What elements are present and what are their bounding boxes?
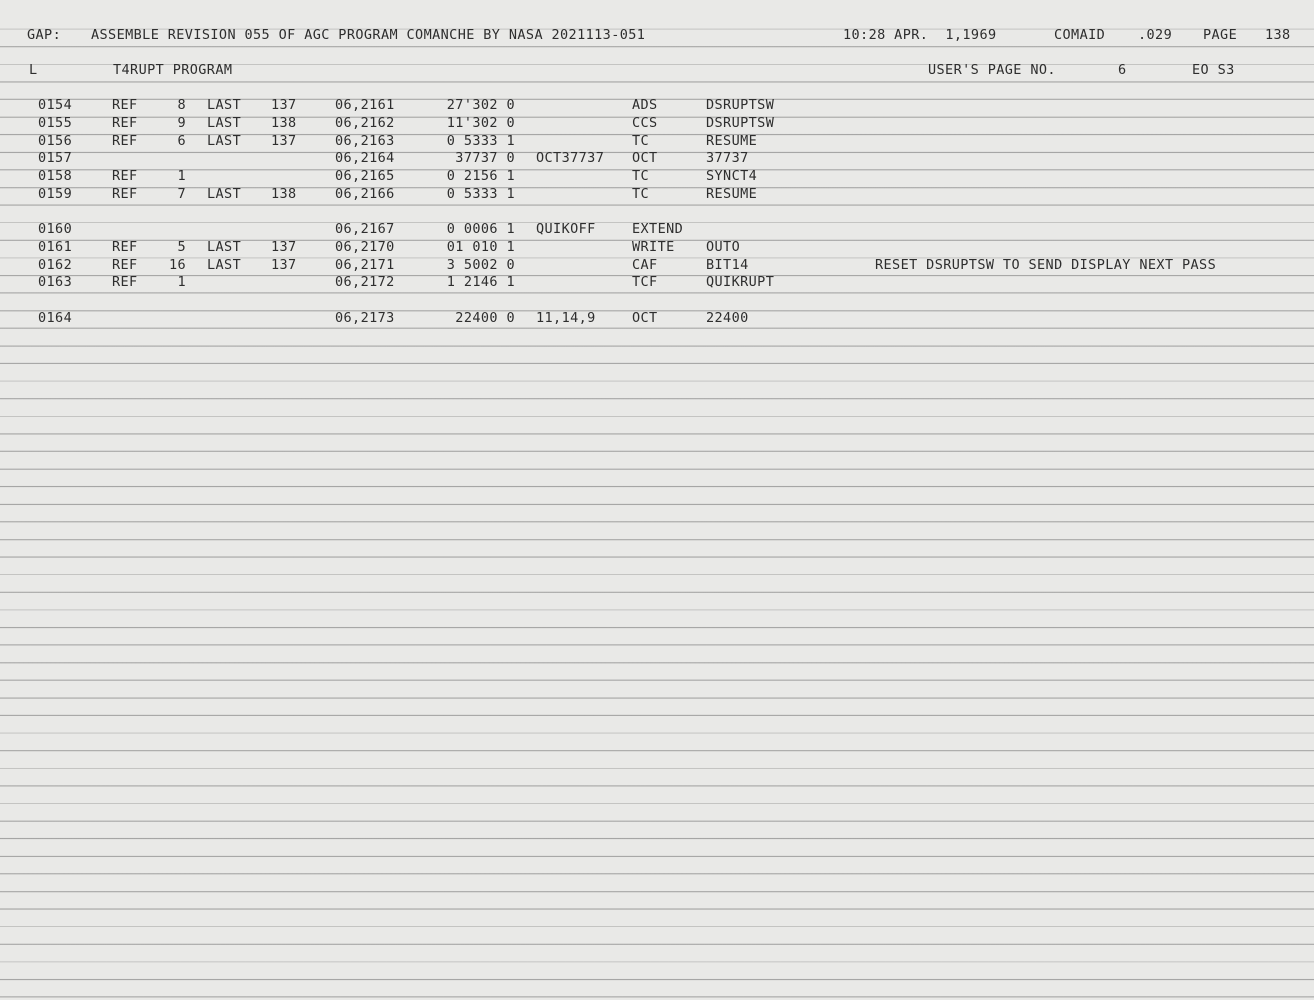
header-code: .029 [1138, 27, 1173, 43]
machine-code: 22400 0 [455, 310, 515, 326]
opcode: TC [632, 186, 650, 202]
section-title: T4RUPT PROGRAM [113, 62, 233, 78]
location-label: OCT37737 [536, 150, 605, 166]
ref-keyword: REF [112, 97, 138, 113]
machine-code: 0 2156 1 [446, 168, 515, 184]
line-number: 0156 [38, 133, 73, 149]
opcode: ADS [632, 97, 658, 113]
address: 06,2166 [335, 186, 395, 202]
address: 06,2162 [335, 115, 395, 131]
operand: 22400 [706, 310, 749, 326]
operand: OUTO [706, 239, 741, 255]
machine-code: 27'302 0 [446, 97, 515, 113]
opcode: WRITE [632, 239, 675, 255]
line-number: 0154 [38, 97, 73, 113]
line-number: 0160 [38, 221, 73, 237]
last-keyword: LAST [207, 239, 242, 255]
line-number: 0163 [38, 274, 73, 290]
last-number: 137 [271, 257, 297, 273]
operand: RESUME [706, 133, 758, 149]
machine-code: 0 5333 1 [446, 133, 515, 149]
line-number: 0162 [38, 257, 73, 273]
users-page-number: 6 [1118, 62, 1127, 78]
users-page-label: USER'S PAGE NO. [928, 62, 1056, 78]
location-label: 11,14,9 [536, 310, 596, 326]
operand: SYNCT4 [706, 168, 758, 184]
opcode: TC [632, 133, 650, 149]
opcode: CCS [632, 115, 658, 131]
ref-keyword: REF [112, 274, 138, 290]
address: 06,2167 [335, 221, 395, 237]
opcode: EXTEND [632, 221, 684, 237]
address: 06,2173 [335, 310, 395, 326]
machine-code: 01 010 1 [446, 239, 515, 255]
ref-number: 1 [177, 168, 186, 184]
comment: RESET DSRUPTSW TO SEND DISPLAY NEXT PASS [875, 257, 1217, 273]
address: 06,2161 [335, 97, 395, 113]
operand: 37737 [706, 150, 749, 166]
address: 06,2172 [335, 274, 395, 290]
header-page-label: PAGE [1203, 27, 1238, 43]
operand: BIT14 [706, 257, 749, 273]
ref-keyword: REF [112, 186, 138, 202]
last-number: 137 [271, 133, 297, 149]
machine-code: 37737 0 [455, 150, 515, 166]
ref-number: 9 [177, 115, 186, 131]
machine-code: 3 5002 0 [446, 257, 515, 273]
line-number: 0155 [38, 115, 73, 131]
last-number: 137 [271, 97, 297, 113]
ref-number: 8 [177, 97, 186, 113]
operand: QUIKRUPT [706, 274, 775, 290]
line-number: 0158 [38, 168, 73, 184]
address: 06,2164 [335, 150, 395, 166]
last-number: 137 [271, 239, 297, 255]
machine-code: 0 5333 1 [446, 186, 515, 202]
ref-keyword: REF [112, 239, 138, 255]
ref-number: 7 [177, 186, 186, 202]
ref-number: 16 [168, 257, 186, 273]
operand: DSRUPTSW [706, 115, 775, 131]
last-number: 138 [271, 115, 297, 131]
ref-keyword: REF [112, 115, 138, 131]
opcode: OCT [632, 310, 658, 326]
line-number: 0161 [38, 239, 73, 255]
ref-number: 6 [177, 133, 186, 149]
address: 06,2165 [335, 168, 395, 184]
operand: RESUME [706, 186, 758, 202]
subheader-marker: L [29, 62, 38, 78]
ref-number: 1 [177, 274, 186, 290]
line-number: 0159 [38, 186, 73, 202]
header-page-number: 138 [1265, 27, 1291, 43]
header-time: 10:28 APR. 1,1969 [843, 27, 997, 43]
machine-code: 11'302 0 [446, 115, 515, 131]
last-keyword: LAST [207, 133, 242, 149]
ref-number: 5 [177, 239, 186, 255]
opcode: OCT [632, 150, 658, 166]
location-label: QUIKOFF [536, 221, 596, 237]
ref-keyword: REF [112, 257, 138, 273]
ref-keyword: REF [112, 168, 138, 184]
machine-code: 1 2146 1 [446, 274, 515, 290]
last-number: 138 [271, 186, 297, 202]
header-prefix: GAP: [27, 27, 62, 43]
header-title: ASSEMBLE REVISION 055 OF AGC PROGRAM COMANCHE BY NASA 2021113-051 [91, 27, 646, 43]
operand: DSRUPTSW [706, 97, 775, 113]
last-keyword: LAST [207, 186, 242, 202]
last-keyword: LAST [207, 257, 242, 273]
eo-code: EO S3 [1192, 62, 1235, 78]
header-tool: COMAID [1054, 27, 1106, 43]
address: 06,2171 [335, 257, 395, 273]
opcode: TC [632, 168, 650, 184]
opcode: CAF [632, 257, 658, 273]
address: 06,2163 [335, 133, 395, 149]
opcode: TCF [632, 274, 658, 290]
ref-keyword: REF [112, 133, 138, 149]
address: 06,2170 [335, 239, 395, 255]
last-keyword: LAST [207, 97, 242, 113]
last-keyword: LAST [207, 115, 242, 131]
line-number: 0164 [38, 310, 73, 326]
machine-code: 0 0006 1 [446, 221, 515, 237]
line-number: 0157 [38, 150, 73, 166]
